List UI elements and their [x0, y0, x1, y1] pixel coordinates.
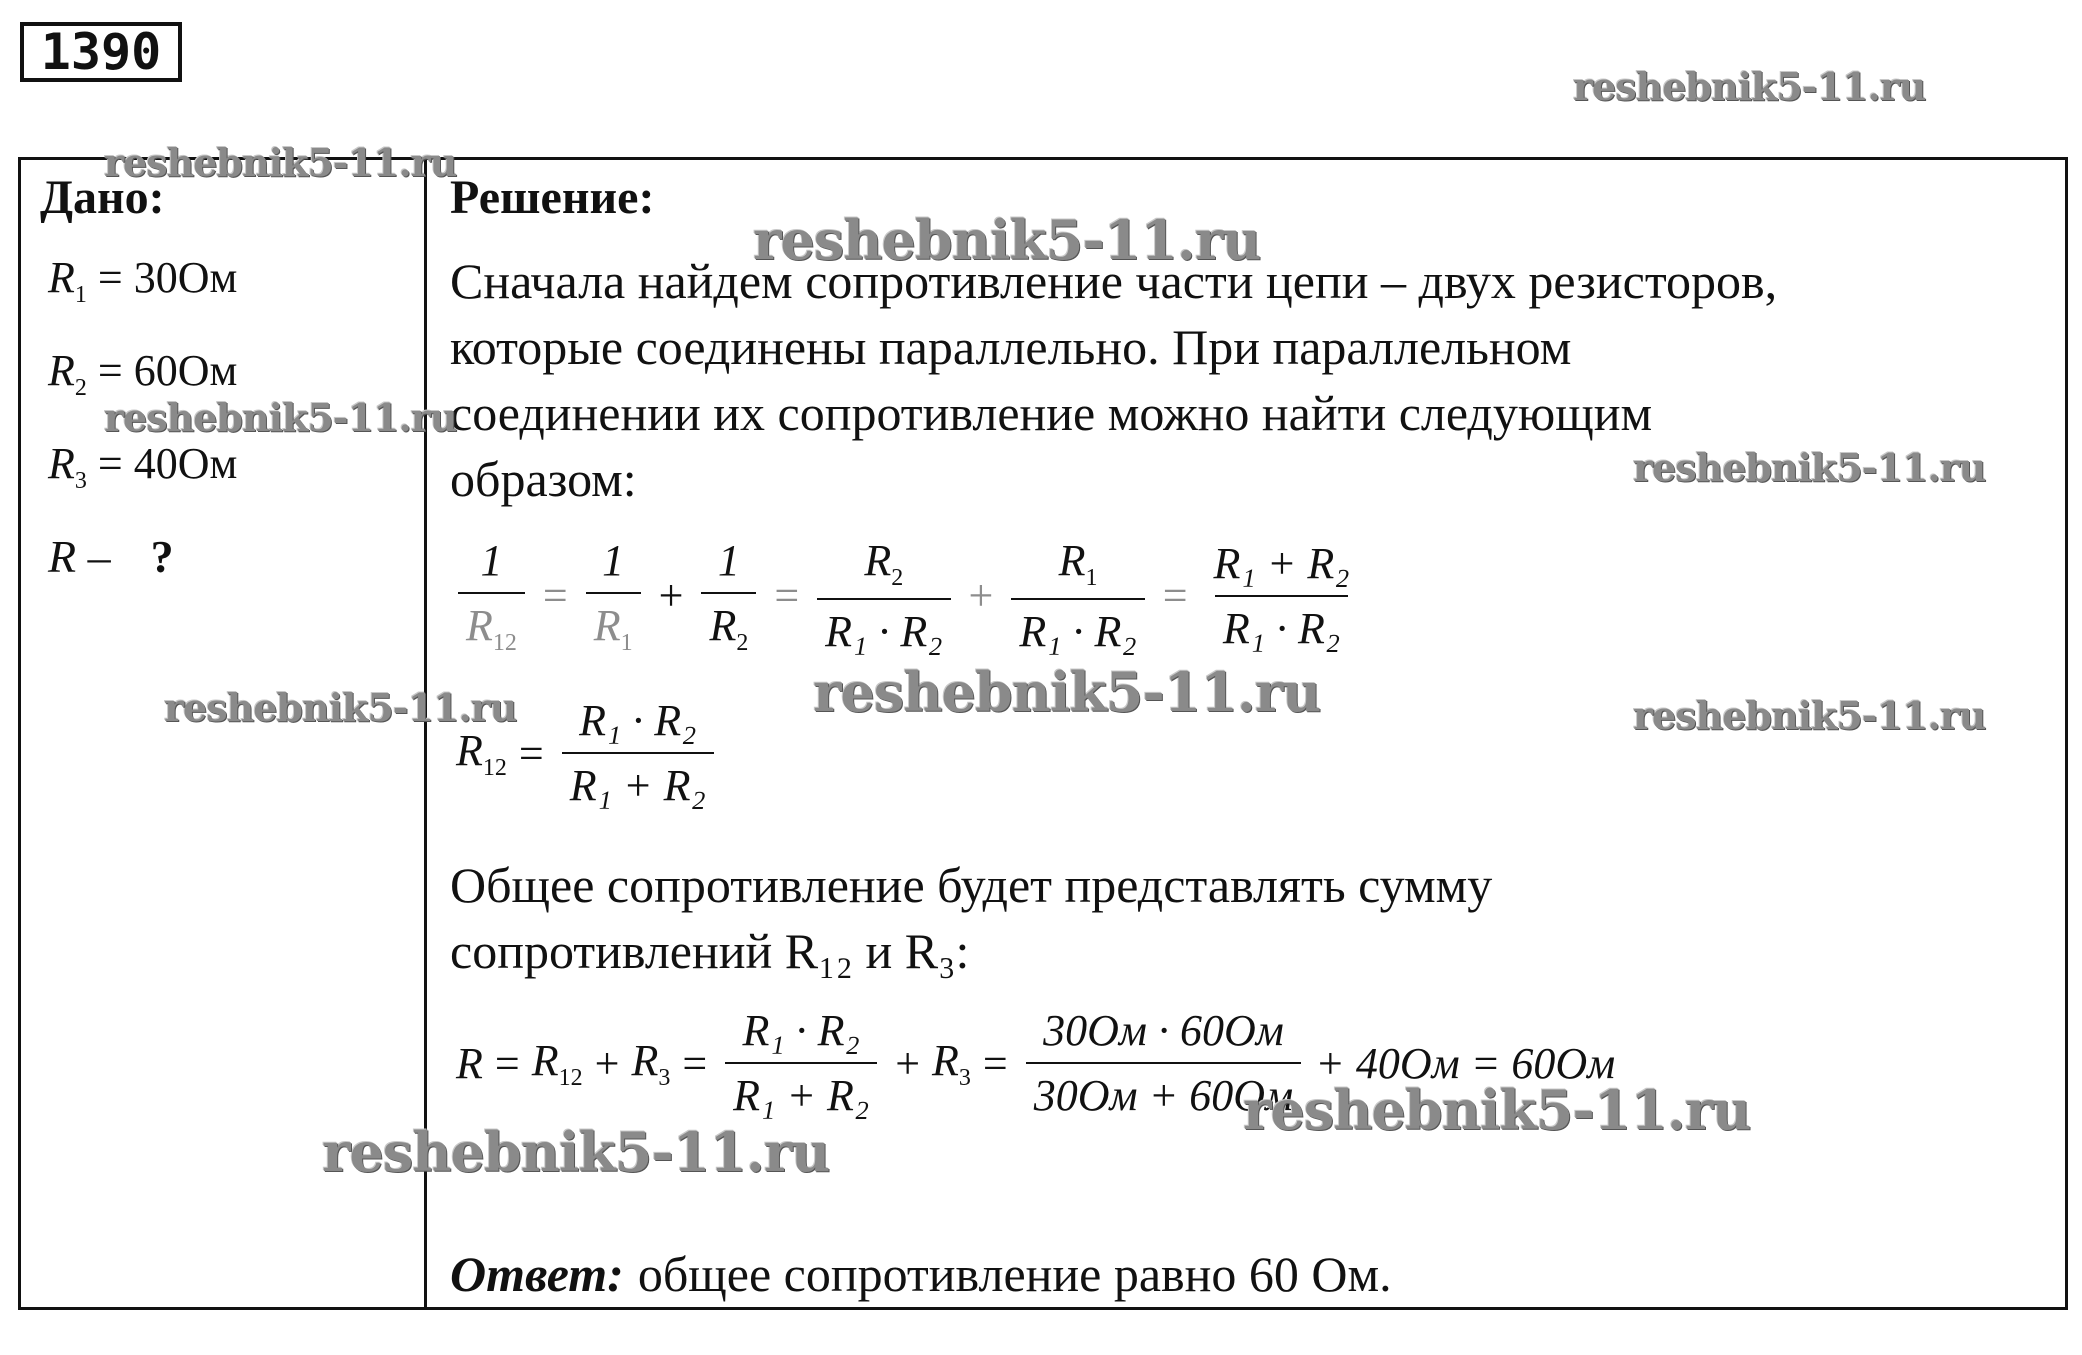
paragraph2-line2: сопротивлений R₁₂ и R₃: [450, 923, 970, 979]
watermark: reshebnik5-11.ru [1243, 1078, 1751, 1142]
paragraph2-line1: Общее сопротивление будет представлять сумму [450, 857, 1493, 913]
paragraph1-line2: которые соединены параллельно. При параллельном [450, 319, 1572, 375]
watermark: reshebnik5-11.ru [1633, 445, 1986, 490]
watermark: reshebnik5-11.ru [104, 140, 457, 185]
given-r3: $R_3 = 40Ом$ [48, 439, 238, 494]
frac-total-symbolic: $\frac{\text{R₁ · R₂}}{\text{R₁ + R₂}}$ [725, 1005, 877, 1121]
watermark: reshebnik5-11.ru [753, 208, 1261, 272]
watermark: reshebnik5-11.ru [322, 1120, 830, 1184]
watermark: reshebnik5-11.ru [813, 660, 1321, 724]
frac-r2-over-product: $\frac{R_2}{\text{R₁ · R₂}}$ [817, 535, 950, 657]
paragraph1-line3: соединении их сопротивление можно найти следующим [450, 385, 1653, 441]
watermark: reshebnik5-11.ru [1633, 693, 1986, 738]
paragraph1-line4: образом: [450, 451, 637, 507]
frac-r12: $\frac{\text{R₁ · R₂}}{\text{R₁ + R₂}}$ [562, 695, 714, 811]
given-title: Дано: [40, 171, 165, 224]
solution-title: Решение: [450, 171, 655, 224]
formula-r12: $R_{12}$ = $\frac{\text{R₁ · R₂}}{\text{R₁ + R₂}}$ [456, 695, 720, 811]
given-r2: $R_2 = 60Ом$ [48, 346, 238, 401]
watermark: reshebnik5-11.ru [104, 395, 457, 440]
watermark: reshebnik5-11.ru [1573, 64, 1926, 109]
problem-number: 1390 [20, 22, 182, 82]
frac-1-over-r12: $\frac{1}{R_{12}}$ [458, 535, 525, 657]
frac-1-over-r1: $\frac{1}{R_1}$ [586, 535, 641, 657]
formula-parallel-sum: $\frac{1}{R_{12}}$ = $\frac{1}{R_1}$ + $\frac{1}{R_2}$ = $\frac{R_2}{\text{R₁ · R₂}}$ + $\frac{R_1}{\text{R₁ · R₂}}$ = $\frac{\text{R₁ + R₂}}{\text{R₁ · R₂}}$ [452, 535, 1364, 657]
frac-sum-over-product: $\frac{\text{R₁ + R₂}}{\text{R₁ · R₂}}$ [1213, 538, 1350, 653]
answer: Ответ: общее сопротивление равно 60 Ом. [450, 1246, 1392, 1302]
frac-r1-over-product: $\frac{R_1}{\text{R₁ · R₂}}$ [1011, 535, 1144, 657]
paragraph1-line1: Сначала найдем сопротивление части цепи – двух резисторов, [450, 253, 1778, 309]
frac-1-over-r2: $\frac{1}{R_2}$ [701, 535, 756, 657]
frac-total-numeric: $\frac{30Ом \cdot 60Ом}{30Ом + 60Ом}$ [1026, 1005, 1301, 1121]
formula-total: R = $R_{12}$ + $R_3$ = $\frac{\text{R₁ · R₂}}{\text{R₁ + R₂}}$ + $R_3$ = $\frac{30Ом \cdot 60Ом}{30Ом + 60Ом}$ + 40Ом = 60Ом [456, 1006, 1616, 1120]
given-r1: $R_1 = 30Ом$ [48, 253, 238, 308]
given-question: R – ? [48, 531, 174, 582]
watermark: reshebnik5-11.ru [164, 685, 517, 730]
